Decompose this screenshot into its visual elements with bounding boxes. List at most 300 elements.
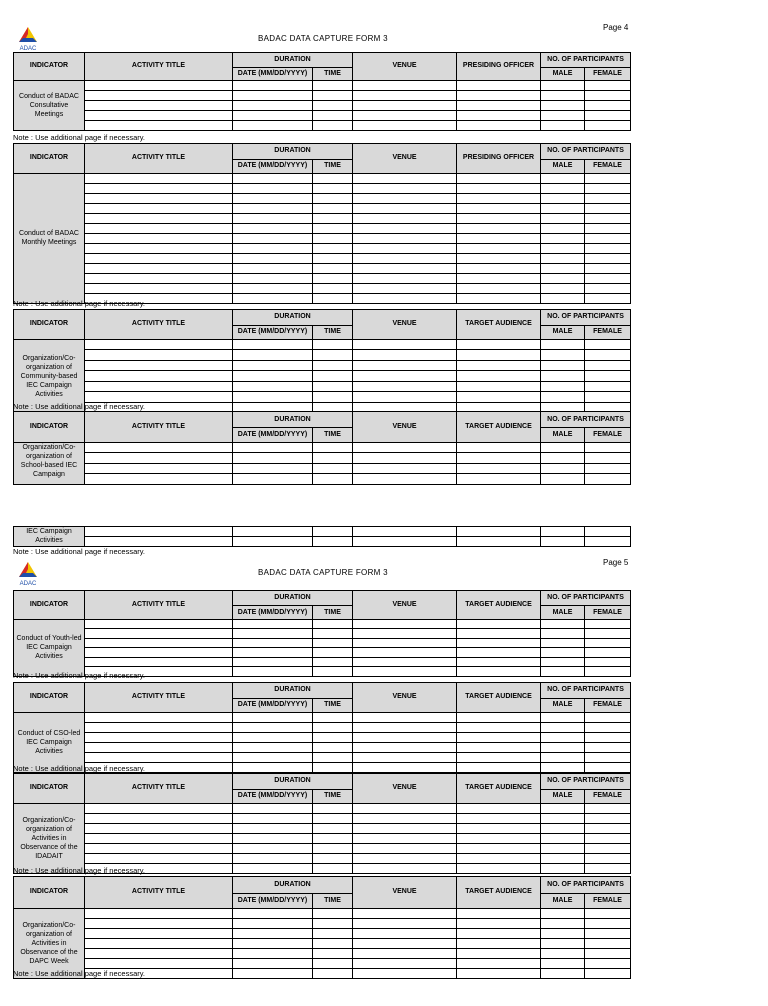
entry-cell[interactable] bbox=[85, 803, 233, 813]
entry-cell[interactable] bbox=[313, 803, 353, 813]
entry-cell[interactable] bbox=[353, 273, 457, 283]
entry-cell[interactable] bbox=[585, 752, 631, 762]
entry-cell[interactable] bbox=[85, 918, 233, 928]
entry-cell[interactable] bbox=[353, 474, 457, 485]
entry-cell[interactable] bbox=[233, 863, 313, 873]
entry-cell[interactable] bbox=[85, 233, 233, 243]
entry-cell[interactable] bbox=[585, 463, 631, 474]
entry-cell[interactable] bbox=[541, 742, 585, 752]
entry-cell[interactable] bbox=[353, 90, 457, 100]
entry-cell[interactable] bbox=[541, 722, 585, 732]
entry-cell[interactable] bbox=[585, 813, 631, 823]
entry-cell[interactable] bbox=[585, 527, 631, 537]
entry-cell[interactable] bbox=[233, 742, 313, 752]
entry-cell[interactable] bbox=[313, 339, 353, 350]
entry-cell[interactable] bbox=[353, 863, 457, 873]
entry-cell[interactable] bbox=[233, 442, 313, 453]
entry-cell[interactable] bbox=[541, 843, 585, 853]
entry-cell[interactable] bbox=[85, 752, 233, 762]
entry-cell[interactable] bbox=[313, 360, 353, 371]
entry-cell[interactable] bbox=[457, 223, 541, 233]
entry-cell[interactable] bbox=[85, 823, 233, 833]
entry-cell[interactable] bbox=[457, 863, 541, 873]
entry-cell[interactable] bbox=[233, 233, 313, 243]
entry-cell[interactable] bbox=[457, 712, 541, 722]
entry-cell[interactable] bbox=[585, 203, 631, 213]
entry-cell[interactable] bbox=[585, 648, 631, 658]
entry-cell[interactable] bbox=[85, 463, 233, 474]
entry-cell[interactable] bbox=[585, 223, 631, 233]
entry-cell[interactable] bbox=[85, 283, 233, 293]
entry-cell[interactable] bbox=[541, 638, 585, 648]
entry-cell[interactable] bbox=[233, 360, 313, 371]
entry-cell[interactable] bbox=[541, 813, 585, 823]
entry-cell[interactable] bbox=[585, 183, 631, 193]
entry-cell[interactable] bbox=[585, 273, 631, 283]
entry-cell[interactable] bbox=[457, 273, 541, 283]
entry-cell[interactable] bbox=[353, 657, 457, 667]
entry-cell[interactable] bbox=[313, 474, 353, 485]
entry-cell[interactable] bbox=[457, 392, 541, 403]
entry-cell[interactable] bbox=[313, 823, 353, 833]
entry-cell[interactable] bbox=[313, 752, 353, 762]
entry-cell[interactable] bbox=[457, 90, 541, 100]
entry-cell[interactable] bbox=[313, 667, 353, 677]
entry-cell[interactable] bbox=[85, 853, 233, 863]
entry-cell[interactable] bbox=[85, 833, 233, 843]
entry-cell[interactable] bbox=[313, 243, 353, 253]
entry-cell[interactable] bbox=[457, 732, 541, 742]
entry-cell[interactable] bbox=[85, 537, 233, 547]
entry-cell[interactable] bbox=[585, 90, 631, 100]
entry-cell[interactable] bbox=[457, 722, 541, 732]
entry-cell[interactable] bbox=[233, 918, 313, 928]
entry-cell[interactable] bbox=[541, 283, 585, 293]
entry-cell[interactable] bbox=[313, 90, 353, 100]
entry-cell[interactable] bbox=[233, 638, 313, 648]
entry-cell[interactable] bbox=[457, 173, 541, 183]
entry-cell[interactable] bbox=[541, 853, 585, 863]
entry-cell[interactable] bbox=[353, 213, 457, 223]
entry-cell[interactable] bbox=[457, 183, 541, 193]
entry-cell[interactable] bbox=[585, 360, 631, 371]
entry-cell[interactable] bbox=[541, 100, 585, 110]
entry-cell[interactable] bbox=[541, 223, 585, 233]
entry-cell[interactable] bbox=[457, 243, 541, 253]
entry-cell[interactable] bbox=[353, 442, 457, 453]
entry-cell[interactable] bbox=[457, 120, 541, 130]
entry-cell[interactable] bbox=[585, 968, 631, 978]
entry-cell[interactable] bbox=[541, 823, 585, 833]
entry-cell[interactable] bbox=[233, 350, 313, 361]
entry-cell[interactable] bbox=[85, 813, 233, 823]
entry-cell[interactable] bbox=[541, 453, 585, 464]
entry-cell[interactable] bbox=[353, 381, 457, 392]
entry-cell[interactable] bbox=[313, 712, 353, 722]
entry-cell[interactable] bbox=[313, 253, 353, 263]
entry-cell[interactable] bbox=[541, 938, 585, 948]
entry-cell[interactable] bbox=[353, 813, 457, 823]
entry-cell[interactable] bbox=[85, 928, 233, 938]
entry-cell[interactable] bbox=[541, 183, 585, 193]
entry-cell[interactable] bbox=[585, 629, 631, 639]
entry-cell[interactable] bbox=[313, 371, 353, 382]
entry-cell[interactable] bbox=[85, 648, 233, 658]
entry-cell[interactable] bbox=[353, 752, 457, 762]
entry-cell[interactable] bbox=[457, 908, 541, 918]
entry-cell[interactable] bbox=[585, 80, 631, 90]
entry-cell[interactable] bbox=[313, 863, 353, 873]
entry-cell[interactable] bbox=[457, 833, 541, 843]
entry-cell[interactable] bbox=[353, 853, 457, 863]
entry-cell[interactable] bbox=[313, 203, 353, 213]
entry-cell[interactable] bbox=[541, 203, 585, 213]
entry-cell[interactable] bbox=[585, 762, 631, 772]
entry-cell[interactable] bbox=[313, 223, 353, 233]
entry-cell[interactable] bbox=[585, 948, 631, 958]
entry-cell[interactable] bbox=[233, 183, 313, 193]
entry-cell[interactable] bbox=[457, 193, 541, 203]
entry-cell[interactable] bbox=[585, 453, 631, 464]
entry-cell[interactable] bbox=[313, 843, 353, 853]
entry-cell[interactable] bbox=[233, 629, 313, 639]
entry-cell[interactable] bbox=[233, 90, 313, 100]
entry-cell[interactable] bbox=[353, 648, 457, 658]
entry-cell[interactable] bbox=[353, 803, 457, 813]
entry-cell[interactable] bbox=[585, 193, 631, 203]
entry-cell[interactable] bbox=[541, 928, 585, 938]
entry-cell[interactable] bbox=[85, 958, 233, 968]
entry-cell[interactable] bbox=[585, 712, 631, 722]
entry-cell[interactable] bbox=[85, 629, 233, 639]
entry-cell[interactable] bbox=[353, 223, 457, 233]
entry-cell[interactable] bbox=[233, 80, 313, 90]
entry-cell[interactable] bbox=[353, 908, 457, 918]
entry-cell[interactable] bbox=[313, 392, 353, 403]
entry-cell[interactable] bbox=[313, 173, 353, 183]
entry-cell[interactable] bbox=[313, 948, 353, 958]
entry-cell[interactable] bbox=[457, 339, 541, 350]
entry-cell[interactable] bbox=[233, 968, 313, 978]
entry-cell[interactable] bbox=[353, 283, 457, 293]
entry-cell[interactable] bbox=[353, 193, 457, 203]
entry-cell[interactable] bbox=[313, 233, 353, 243]
entry-cell[interactable] bbox=[233, 722, 313, 732]
entry-cell[interactable] bbox=[353, 918, 457, 928]
entry-cell[interactable] bbox=[585, 833, 631, 843]
entry-cell[interactable] bbox=[457, 823, 541, 833]
entry-cell[interactable] bbox=[85, 381, 233, 392]
entry-cell[interactable] bbox=[233, 732, 313, 742]
entry-cell[interactable] bbox=[541, 863, 585, 873]
entry-cell[interactable] bbox=[313, 293, 353, 303]
entry-cell[interactable] bbox=[585, 173, 631, 183]
entry-cell[interactable] bbox=[585, 263, 631, 273]
entry-cell[interactable] bbox=[541, 442, 585, 453]
entry-cell[interactable] bbox=[85, 263, 233, 273]
entry-cell[interactable] bbox=[457, 350, 541, 361]
entry-cell[interactable] bbox=[541, 918, 585, 928]
entry-cell[interactable] bbox=[353, 762, 457, 772]
entry-cell[interactable] bbox=[541, 629, 585, 639]
entry-cell[interactable] bbox=[313, 928, 353, 938]
entry-cell[interactable] bbox=[541, 527, 585, 537]
entry-cell[interactable] bbox=[233, 392, 313, 403]
entry-cell[interactable] bbox=[233, 100, 313, 110]
entry-cell[interactable] bbox=[541, 474, 585, 485]
entry-cell[interactable] bbox=[85, 110, 233, 120]
entry-cell[interactable] bbox=[541, 233, 585, 243]
entry-cell[interactable] bbox=[353, 463, 457, 474]
entry-cell[interactable] bbox=[313, 833, 353, 843]
entry-cell[interactable] bbox=[457, 968, 541, 978]
entry-cell[interactable] bbox=[313, 918, 353, 928]
entry-cell[interactable] bbox=[313, 100, 353, 110]
entry-cell[interactable] bbox=[585, 938, 631, 948]
entry-cell[interactable] bbox=[85, 948, 233, 958]
entry-cell[interactable] bbox=[541, 619, 585, 629]
entry-cell[interactable] bbox=[541, 657, 585, 667]
entry-cell[interactable] bbox=[85, 742, 233, 752]
entry-cell[interactable] bbox=[85, 273, 233, 283]
entry-cell[interactable] bbox=[233, 619, 313, 629]
entry-cell[interactable] bbox=[313, 629, 353, 639]
entry-cell[interactable] bbox=[233, 381, 313, 392]
entry-cell[interactable] bbox=[353, 638, 457, 648]
entry-cell[interactable] bbox=[585, 233, 631, 243]
entry-cell[interactable] bbox=[457, 813, 541, 823]
entry-cell[interactable] bbox=[353, 453, 457, 464]
entry-cell[interactable] bbox=[353, 243, 457, 253]
entry-cell[interactable] bbox=[313, 273, 353, 283]
entry-cell[interactable] bbox=[233, 948, 313, 958]
entry-cell[interactable] bbox=[233, 648, 313, 658]
entry-cell[interactable] bbox=[353, 948, 457, 958]
entry-cell[interactable] bbox=[457, 638, 541, 648]
entry-cell[interactable] bbox=[85, 712, 233, 722]
entry-cell[interactable] bbox=[585, 442, 631, 453]
entry-cell[interactable] bbox=[353, 203, 457, 213]
entry-cell[interactable] bbox=[541, 371, 585, 382]
entry-cell[interactable] bbox=[457, 442, 541, 453]
entry-cell[interactable] bbox=[457, 203, 541, 213]
entry-cell[interactable] bbox=[313, 638, 353, 648]
entry-cell[interactable] bbox=[233, 537, 313, 547]
entry-cell[interactable] bbox=[233, 813, 313, 823]
entry-cell[interactable] bbox=[541, 253, 585, 263]
entry-cell[interactable] bbox=[457, 938, 541, 948]
entry-cell[interactable] bbox=[585, 619, 631, 629]
entry-cell[interactable] bbox=[585, 722, 631, 732]
entry-cell[interactable] bbox=[541, 948, 585, 958]
entry-cell[interactable] bbox=[457, 853, 541, 863]
entry-cell[interactable] bbox=[313, 527, 353, 537]
entry-cell[interactable] bbox=[541, 381, 585, 392]
entry-cell[interactable] bbox=[353, 120, 457, 130]
entry-cell[interactable] bbox=[585, 293, 631, 303]
entry-cell[interactable] bbox=[85, 253, 233, 263]
entry-cell[interactable] bbox=[457, 803, 541, 813]
entry-cell[interactable] bbox=[313, 732, 353, 742]
entry-cell[interactable] bbox=[85, 657, 233, 667]
entry-cell[interactable] bbox=[457, 527, 541, 537]
entry-cell[interactable] bbox=[457, 918, 541, 928]
entry-cell[interactable] bbox=[541, 667, 585, 677]
entry-cell[interactable] bbox=[85, 213, 233, 223]
entry-cell[interactable] bbox=[313, 263, 353, 273]
entry-cell[interactable] bbox=[457, 619, 541, 629]
entry-cell[interactable] bbox=[233, 833, 313, 843]
entry-cell[interactable] bbox=[313, 80, 353, 90]
entry-cell[interactable] bbox=[313, 853, 353, 863]
entry-cell[interactable] bbox=[233, 193, 313, 203]
entry-cell[interactable] bbox=[541, 120, 585, 130]
entry-cell[interactable] bbox=[585, 908, 631, 918]
entry-cell[interactable] bbox=[353, 537, 457, 547]
entry-cell[interactable] bbox=[585, 110, 631, 120]
entry-cell[interactable] bbox=[85, 339, 233, 350]
entry-cell[interactable] bbox=[313, 120, 353, 130]
entry-cell[interactable] bbox=[457, 213, 541, 223]
entry-cell[interactable] bbox=[233, 928, 313, 938]
entry-cell[interactable] bbox=[233, 273, 313, 283]
entry-cell[interactable] bbox=[541, 762, 585, 772]
entry-cell[interactable] bbox=[233, 752, 313, 762]
entry-cell[interactable] bbox=[353, 233, 457, 243]
entry-cell[interactable] bbox=[541, 350, 585, 361]
entry-cell[interactable] bbox=[313, 908, 353, 918]
entry-cell[interactable] bbox=[541, 732, 585, 742]
entry-cell[interactable] bbox=[233, 823, 313, 833]
entry-cell[interactable] bbox=[541, 293, 585, 303]
entry-cell[interactable] bbox=[233, 657, 313, 667]
entry-cell[interactable] bbox=[585, 732, 631, 742]
entry-cell[interactable] bbox=[541, 648, 585, 658]
entry-cell[interactable] bbox=[313, 453, 353, 464]
entry-cell[interactable] bbox=[233, 958, 313, 968]
entry-cell[interactable] bbox=[85, 453, 233, 464]
entry-cell[interactable] bbox=[541, 243, 585, 253]
entry-cell[interactable] bbox=[313, 762, 353, 772]
entry-cell[interactable] bbox=[313, 537, 353, 547]
entry-cell[interactable] bbox=[585, 350, 631, 361]
entry-cell[interactable] bbox=[85, 100, 233, 110]
entry-cell[interactable] bbox=[353, 823, 457, 833]
entry-cell[interactable] bbox=[457, 657, 541, 667]
entry-cell[interactable] bbox=[541, 360, 585, 371]
entry-cell[interactable] bbox=[233, 243, 313, 253]
entry-cell[interactable] bbox=[233, 110, 313, 120]
entry-cell[interactable] bbox=[585, 638, 631, 648]
entry-cell[interactable] bbox=[457, 381, 541, 392]
entry-cell[interactable] bbox=[457, 948, 541, 958]
entry-cell[interactable] bbox=[585, 371, 631, 382]
entry-cell[interactable] bbox=[457, 958, 541, 968]
entry-cell[interactable] bbox=[541, 90, 585, 100]
entry-cell[interactable] bbox=[313, 183, 353, 193]
entry-cell[interactable] bbox=[541, 712, 585, 722]
entry-cell[interactable] bbox=[353, 350, 457, 361]
entry-cell[interactable] bbox=[541, 80, 585, 90]
entry-cell[interactable] bbox=[585, 958, 631, 968]
entry-cell[interactable] bbox=[353, 833, 457, 843]
entry-cell[interactable] bbox=[457, 283, 541, 293]
entry-cell[interactable] bbox=[353, 938, 457, 948]
entry-cell[interactable] bbox=[457, 453, 541, 464]
entry-cell[interactable] bbox=[585, 843, 631, 853]
entry-cell[interactable] bbox=[457, 752, 541, 762]
entry-cell[interactable] bbox=[585, 381, 631, 392]
entry-cell[interactable] bbox=[85, 90, 233, 100]
entry-cell[interactable] bbox=[353, 110, 457, 120]
entry-cell[interactable] bbox=[85, 638, 233, 648]
entry-cell[interactable] bbox=[233, 453, 313, 464]
entry-cell[interactable] bbox=[353, 629, 457, 639]
entry-cell[interactable] bbox=[85, 173, 233, 183]
entry-cell[interactable] bbox=[85, 183, 233, 193]
entry-cell[interactable] bbox=[457, 293, 541, 303]
entry-cell[interactable] bbox=[353, 263, 457, 273]
entry-cell[interactable] bbox=[585, 928, 631, 938]
entry-cell[interactable] bbox=[457, 667, 541, 677]
entry-cell[interactable] bbox=[233, 843, 313, 853]
entry-cell[interactable] bbox=[233, 667, 313, 677]
entry-cell[interactable] bbox=[541, 193, 585, 203]
entry-cell[interactable] bbox=[313, 722, 353, 732]
entry-cell[interactable] bbox=[313, 648, 353, 658]
entry-cell[interactable] bbox=[85, 732, 233, 742]
entry-cell[interactable] bbox=[457, 263, 541, 273]
entry-cell[interactable] bbox=[85, 371, 233, 382]
entry-cell[interactable] bbox=[457, 762, 541, 772]
entry-cell[interactable] bbox=[353, 339, 457, 350]
entry-cell[interactable] bbox=[233, 908, 313, 918]
entry-cell[interactable] bbox=[353, 742, 457, 752]
entry-cell[interactable] bbox=[233, 853, 313, 863]
entry-cell[interactable] bbox=[85, 722, 233, 732]
entry-cell[interactable] bbox=[233, 938, 313, 948]
entry-cell[interactable] bbox=[353, 183, 457, 193]
entry-cell[interactable] bbox=[85, 203, 233, 213]
entry-cell[interactable] bbox=[313, 193, 353, 203]
entry-cell[interactable] bbox=[585, 853, 631, 863]
entry-cell[interactable] bbox=[457, 100, 541, 110]
entry-cell[interactable] bbox=[585, 283, 631, 293]
entry-cell[interactable] bbox=[233, 213, 313, 223]
entry-cell[interactable] bbox=[585, 474, 631, 485]
entry-cell[interactable] bbox=[541, 392, 585, 403]
entry-cell[interactable] bbox=[313, 350, 353, 361]
entry-cell[interactable] bbox=[313, 213, 353, 223]
entry-cell[interactable] bbox=[457, 629, 541, 639]
entry-cell[interactable] bbox=[585, 253, 631, 263]
entry-cell[interactable] bbox=[585, 823, 631, 833]
entry-cell[interactable] bbox=[457, 843, 541, 853]
entry-cell[interactable] bbox=[457, 371, 541, 382]
entry-cell[interactable] bbox=[353, 100, 457, 110]
entry-cell[interactable] bbox=[85, 843, 233, 853]
entry-cell[interactable] bbox=[313, 813, 353, 823]
entry-cell[interactable] bbox=[85, 350, 233, 361]
entry-cell[interactable] bbox=[457, 360, 541, 371]
entry-cell[interactable] bbox=[313, 463, 353, 474]
entry-cell[interactable] bbox=[541, 803, 585, 813]
entry-cell[interactable] bbox=[85, 120, 233, 130]
entry-cell[interactable] bbox=[85, 619, 233, 629]
entry-cell[interactable] bbox=[457, 253, 541, 263]
entry-cell[interactable] bbox=[85, 527, 233, 537]
entry-cell[interactable] bbox=[541, 339, 585, 350]
